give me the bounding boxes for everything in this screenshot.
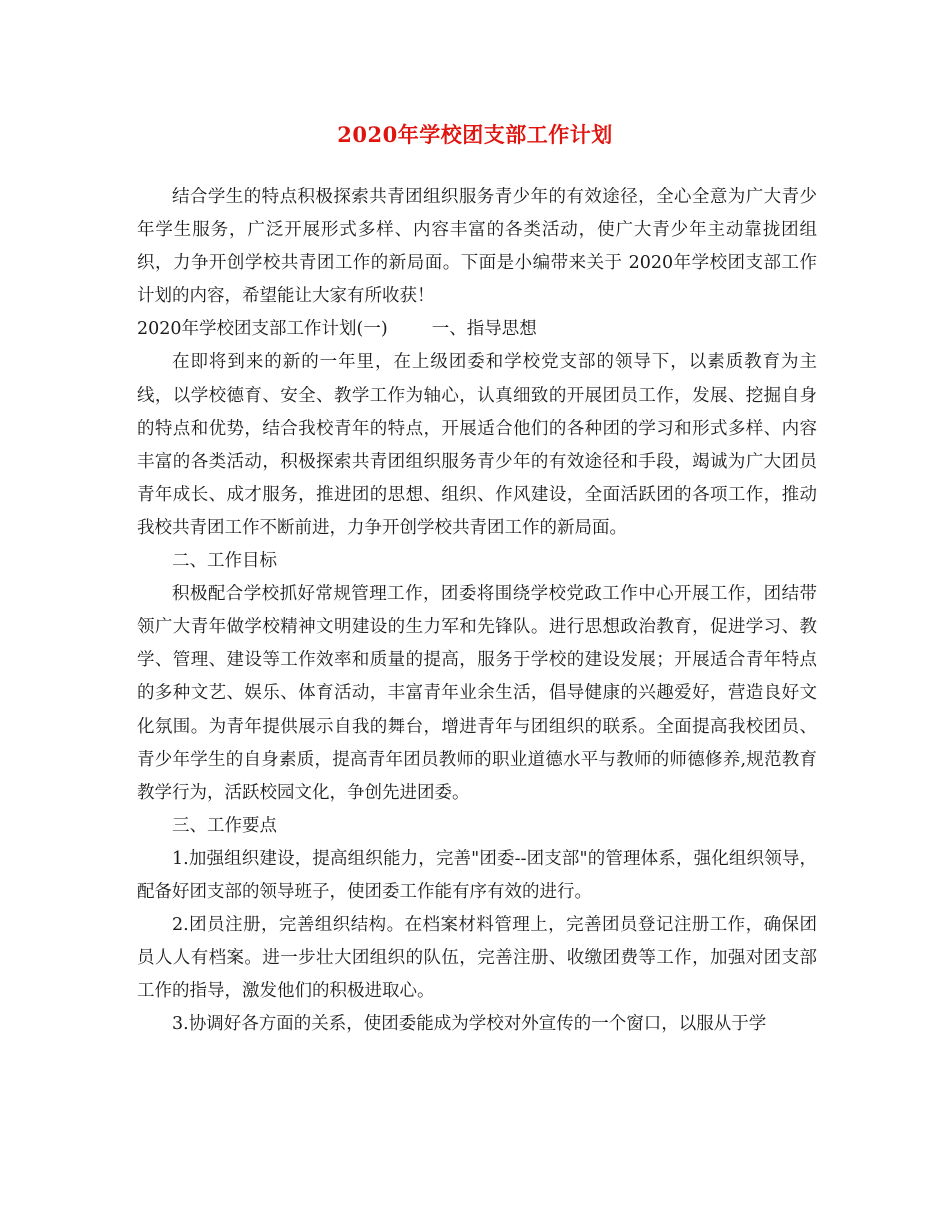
point-item: 2.团员注册，完善组织结构。在档案材料管理上，完善团员登记注册工作，确保团员人人有档案。进一步壮大团组织的队伍，完善注册、收缴团费等工作，加强对团支部工作的指导，激发他们的积极进取心。	[137, 915, 817, 1002]
document-body	[137, 181, 817, 1041]
point-item: 1.加强组织建设，提高组织能力，完善"团委--团支部"的管理体系，强化组织领导，配备好团支部的领导班子，使团委工作能有序有效的进行。	[137, 848, 817, 902]
point-item: 3.协调好各方面的关系，使团委能成为学校对外宣传的一个窗口，以服从于学	[172, 1014, 767, 1035]
plan-name: 2020年学校团支部工作计划(一)	[137, 319, 388, 340]
intro-paragraph: 结合学生的特点积极探索共青团组织服务青少年的有效途径，全心全意为广大青少年学生服务，广泛开展形式多样、内容丰富的各类活动，使广大青少年主动靠拢团组织，力争开创学校共青团工作的新局面。下面是小编带来关于 2020年学校团支部工作计划的内容，希望能让大家有所收获！	[137, 187, 817, 307]
section1-heading: 一、指导思想	[431, 319, 537, 340]
plan-subtitle-line	[137, 313, 817, 346]
section2-paragraph: 积极配合学校抓好常规管理工作，团委将围绕学校党政工作中心开展工作，团结带领广大青年做学校精神文明建设的生力军和先锋队。进行思想政治教育，促进学习、教学、管理、建设等工作效率和质量的提高，服务于学校的建设发展；开展适合青年特点的多种文艺、娱乐、体育活动，丰富青年业余生活，倡导健康的兴趣爱好，营造良好文化氛围。为青年提供展示自我的舞台，增进青年与团组织的联系。全面提高我校团员、青少年学生的自身素质，提高青年团员教师的职业道德水平与教师的师德修养,规范教育教学行为，活跃校园文化，争创先进团委。	[137, 584, 817, 803]
section1-paragraph: 在即将到来的新的一年里，在上级团委和学校党支部的领导下，以素质教育为主线，以学校德育、安全、教学工作为轴心，认真细致的开展团员工作，发展、挖掘自身的特点和优势，结合我校青年的特点，开展适合他们的各种团的学习和形式多样、内容丰富的各类活动，积极探索共青团组织服务青少年的有效途径和手段，竭诚为广大团员青年成长、成才服务，推进团的思想、组织、作风建设，全面活跃团的各项工作，推动我校共青团工作不断前进，力争开创学校共青团工作的新局面。	[137, 352, 817, 538]
section3-heading: 三、工作要点	[172, 815, 277, 836]
page-title: 2020年学校团支部工作计划	[337, 122, 613, 147]
section2-heading: 二、工作目标	[172, 551, 277, 572]
